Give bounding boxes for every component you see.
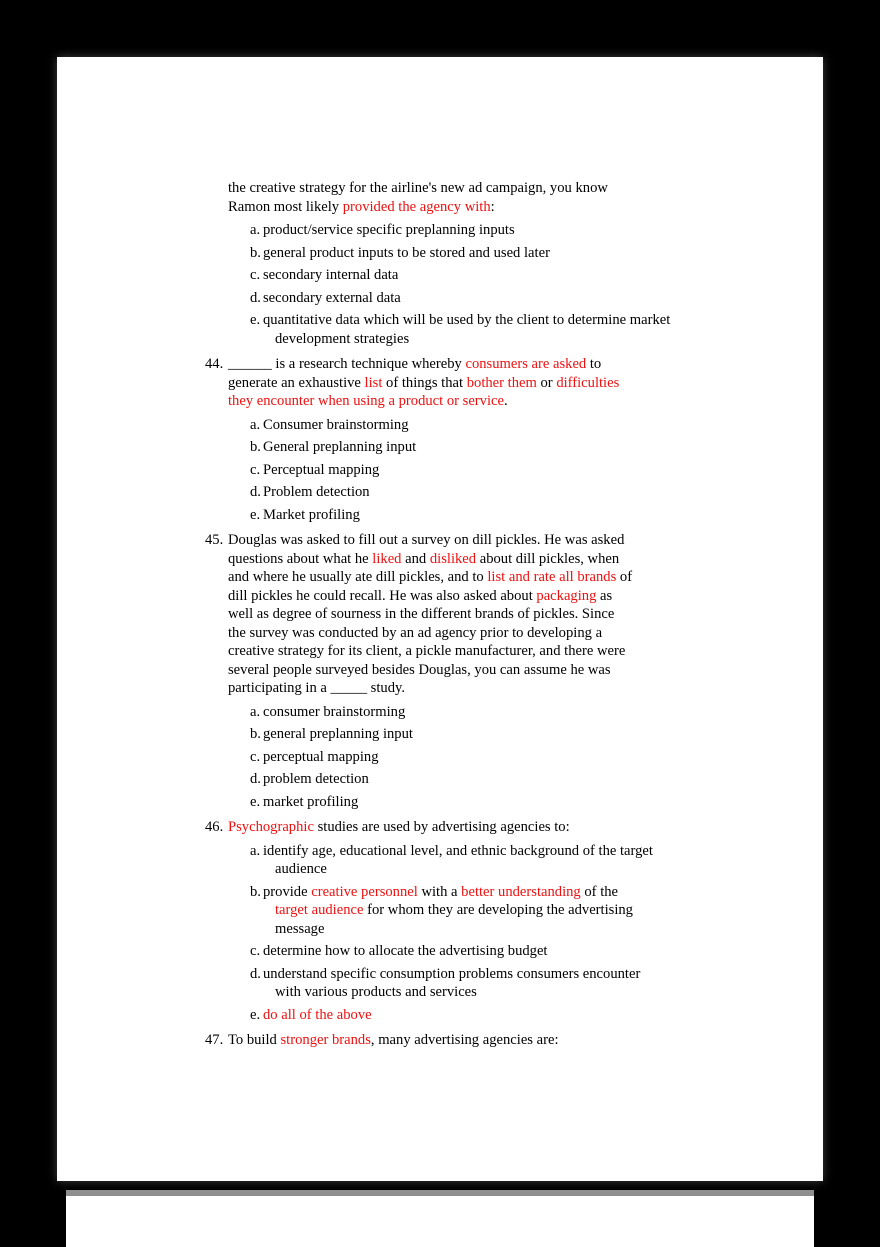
answer-option [205, 748, 775, 767]
option-text [263, 417, 409, 433]
question-block [205, 1031, 775, 1050]
option-text [263, 222, 515, 238]
highlighted-text: target audience [275, 902, 364, 918]
option-text [263, 290, 401, 306]
highlighted-text: provided the agency with [342, 198, 491, 215]
text-run: Problem detection [263, 484, 370, 500]
option-letter: c. [250, 748, 261, 765]
answer-option [205, 244, 775, 263]
highlighted-text: creative personnel [311, 883, 418, 900]
question-paragraph [205, 531, 775, 698]
next-page-edge [66, 1190, 814, 1247]
option-letter: a. [250, 842, 261, 859]
text-run: message [275, 920, 325, 937]
answer-option [205, 942, 775, 961]
answer-option [205, 416, 775, 435]
highlighted-text: Psychographic [228, 819, 314, 835]
text-run: the survey was conducted by an ad agency prior to developing a [228, 624, 603, 641]
option-letter: b. [250, 883, 261, 900]
highlighted-text: list [364, 374, 383, 391]
option-text [263, 771, 369, 787]
question-number: 45. [205, 532, 224, 548]
option-text [263, 749, 379, 765]
option-text [263, 704, 405, 720]
option-letter: b. [250, 726, 261, 742]
question-number: 47. [205, 1032, 224, 1048]
text-run: the creative strategy for the airline's new ad campaign, you know [228, 180, 608, 196]
text-run: for whom they are developing the advertising [363, 902, 633, 918]
text-run: or [536, 374, 557, 391]
text-run: product/service specific preplanning inputs [263, 222, 515, 238]
text-run: creative strategy for its client, a pickle manufacturer, and there were [228, 643, 626, 659]
question-block [205, 355, 775, 524]
option-text [263, 966, 640, 1001]
answer-option [205, 883, 775, 939]
question-block [205, 531, 775, 811]
text-run: , many advertising agencies are: [370, 1032, 559, 1048]
question-text [228, 1032, 559, 1048]
highlighted-text: stronger brands [280, 1032, 371, 1048]
option-letter: c. [250, 461, 261, 478]
text-run: General preplanning input [263, 439, 417, 455]
highlighted-text: list and rate all brands [487, 569, 617, 585]
option-text [263, 439, 416, 455]
answer-option [205, 311, 775, 348]
text-run: determine how to allocate the advertising budget [263, 943, 548, 959]
option-letter: c. [250, 267, 261, 283]
question-paragraph [205, 355, 775, 411]
option-text [263, 267, 398, 283]
highlighted-text: packaging [536, 587, 597, 604]
text-run: identify age, educational level, and ethnic background of the target [263, 842, 653, 859]
option-letter: e. [250, 312, 261, 328]
text-run: : [490, 198, 495, 215]
question-paragraph [205, 179, 775, 216]
text-run: participating in a _____ study. [228, 680, 405, 696]
answer-option [205, 266, 775, 285]
answer-option [205, 506, 775, 525]
option-letter: d. [250, 965, 261, 982]
text-run: of things that [382, 374, 467, 391]
highlighted-text: they encounter when using a product or service [228, 393, 504, 409]
option-letter: b. [250, 439, 261, 455]
text-run: and [401, 550, 430, 567]
answer-option [205, 842, 775, 879]
answer-option [205, 793, 775, 812]
text-run: . [503, 393, 508, 409]
text-run: well as degree of sourness in the different brands of pickles. Since [228, 606, 615, 622]
option-letter: c. [250, 943, 261, 959]
option-text [263, 462, 379, 478]
answer-option [205, 221, 775, 240]
highlighted-text: difficulties [556, 374, 620, 391]
option-letter: e. [250, 793, 261, 810]
option-text [263, 794, 358, 810]
answer-option [205, 703, 775, 722]
text-run: to [586, 356, 602, 372]
text-run: dill pickles he could recall. He was also asked about [228, 587, 537, 604]
text-run: problem detection [263, 771, 369, 787]
text-run: studies are used by advertising agencies to: [313, 819, 570, 835]
text-run: development strategies [275, 330, 410, 347]
option-text [263, 726, 413, 742]
option-text [263, 843, 653, 878]
text-run: provide [263, 883, 312, 900]
highlighted-text: liked [372, 550, 402, 567]
option-text [263, 1007, 372, 1023]
text-run: questions about what he [228, 550, 373, 567]
question-text [228, 356, 619, 409]
answer-option [205, 438, 775, 457]
text-run: Douglas was asked to fill out a survey on dill pickles. He was asked [228, 532, 625, 548]
text-run: To build [228, 1032, 281, 1048]
highlighted-text: consumers are asked [465, 356, 587, 372]
option-letter: a. [250, 416, 261, 433]
text-run: Market profiling [263, 506, 360, 523]
text-run: understand specific consumption problems consumers encounter [263, 965, 641, 982]
option-letter: e. [250, 1006, 261, 1023]
answer-option [205, 483, 775, 502]
text-run: about dill pickles, when [476, 550, 620, 567]
option-text [263, 484, 370, 500]
option-letter: d. [250, 484, 261, 500]
question-text [228, 180, 608, 215]
option-text [263, 884, 633, 937]
text-run: Perceptual mapping [263, 461, 380, 478]
question-number: 44. [205, 356, 224, 372]
answer-option [205, 965, 775, 1002]
text-run: Ramon most likely [228, 198, 343, 215]
question-block [205, 179, 775, 348]
question-paragraph [205, 1031, 775, 1050]
text-run: perceptual mapping [263, 748, 379, 765]
page-content [57, 57, 823, 1050]
text-run: Consumer brainstorming [263, 416, 409, 433]
text-run: quantitative data which will be used by the client to determine market [263, 312, 671, 328]
option-letter: d. [250, 289, 261, 306]
question-paragraph [205, 818, 775, 837]
text-run: ______ is a research technique whereby [228, 356, 466, 372]
answer-option [205, 1006, 775, 1025]
option-letter: d. [250, 771, 261, 787]
question-text [228, 819, 570, 835]
text-run: general product inputs to be stored and used later [263, 244, 550, 261]
question-block [205, 818, 775, 1024]
highlighted-text: bother them [466, 374, 537, 391]
page [57, 57, 823, 1181]
question-text [228, 532, 632, 696]
text-run: and where he usually ate dill pickles, and to [228, 569, 488, 585]
text-run: with a [417, 883, 462, 900]
option-letter: a. [250, 222, 261, 238]
highlighted-text: disliked [429, 550, 477, 567]
text-run: secondary internal data [263, 267, 399, 283]
text-run: of the [580, 883, 619, 900]
text-run: market profiling [263, 793, 359, 810]
answer-option [205, 461, 775, 480]
text-run: as [596, 587, 613, 604]
text-run: secondary external data [263, 289, 401, 306]
answer-option [205, 289, 775, 308]
text-run: audience [275, 861, 327, 877]
option-text [263, 245, 550, 261]
text-run: several people surveyed besides Douglas, you can assume he was [228, 661, 611, 678]
text-run: with various products and services [275, 984, 477, 1000]
option-text [263, 507, 360, 523]
option-letter: b. [250, 244, 261, 261]
option-text [263, 943, 548, 959]
text-run: generate an exhaustive [228, 374, 365, 391]
option-letter: a. [250, 703, 261, 720]
option-letter: e. [250, 506, 261, 523]
highlighted-text: better understanding [461, 883, 581, 900]
answer-option [205, 725, 775, 744]
highlighted-text: do all of the above [263, 1006, 372, 1023]
text-run: general preplanning input [263, 726, 413, 742]
question-number: 46. [205, 819, 224, 835]
option-text [263, 312, 670, 347]
text-run: consumer brainstorming [263, 703, 406, 720]
text-run: of [616, 569, 633, 585]
answer-option [205, 770, 775, 789]
